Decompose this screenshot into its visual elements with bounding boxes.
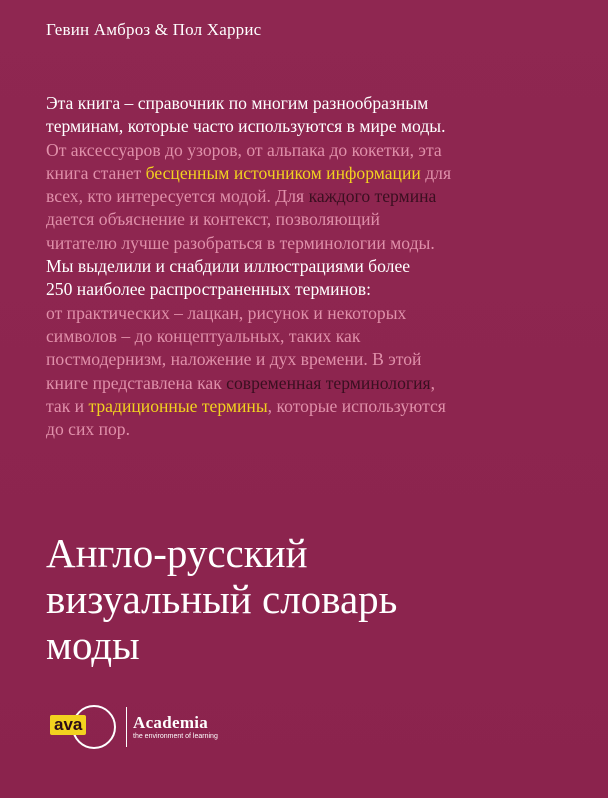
title-line: визуальный словарь — [46, 576, 398, 622]
blurb-line: Эта книга – справочник по многим разнообразным — [46, 93, 429, 113]
blurb-line: постмодернизм, наложение и дух времени. В этой — [46, 349, 422, 370]
blurb-text-segment: так и — [46, 395, 89, 416]
blurb-text-segment: книге представлена как — [46, 372, 227, 393]
blurb-line: до сих пор. — [46, 419, 130, 440]
blurb-line — [46, 372, 586, 395]
ava-logo — [50, 705, 120, 749]
blurb-highlight: бесценным источником информации — [145, 162, 421, 183]
title-line: моды — [46, 622, 140, 668]
book-title — [46, 530, 397, 668]
blurb-line: дается объяснение и контекст, позволяющий — [46, 209, 380, 230]
blurb-text-segment: , которые используются — [267, 395, 446, 416]
blurb-highlight: традиционные термины — [88, 395, 268, 416]
publisher-name: Academia — [133, 712, 209, 732]
blurb-line: терминам, которые часто используются в мире моды. — [46, 116, 446, 137]
blurb-line: читателю лучше разобраться в терминологии моды. — [46, 232, 435, 253]
blurb-line: От аксессуаров до узоров, от альпака до кокетки, эта — [46, 139, 442, 160]
publisher-tagline: the environment of learning — [133, 732, 218, 740]
publisher-divider — [126, 707, 127, 747]
authors: Гевин Амброз & Пол Харрис — [46, 20, 262, 39]
blurb-text-segment: всех, кто интересуется модой. Для — [46, 186, 309, 207]
blurb-dark-highlight: каждого термина — [308, 186, 437, 207]
blurb-text — [46, 92, 586, 441]
blurb-text-segment: , — [430, 372, 436, 393]
blurb-line — [46, 185, 586, 208]
ava-logo-text: ava — [50, 715, 86, 735]
blurb-line — [46, 395, 586, 418]
title-line: Англо-русский — [46, 530, 308, 576]
blurb-line — [46, 162, 586, 185]
academia-wordmark — [133, 714, 218, 741]
blurb-line: Мы выделили и снабдили иллюстрациями более — [46, 256, 411, 277]
blurb-dark-highlight: современная терминология — [226, 372, 431, 393]
blurb-line: 250 наиболее распространенных терминов: — [46, 279, 371, 300]
blurb-line: символов – до концептуальных, таких как — [46, 325, 361, 346]
blurb-line: от практических – лацкан, рисунок и некоторых — [46, 302, 407, 323]
blurb-text-segment: для — [420, 162, 452, 183]
publisher-logo — [50, 704, 218, 750]
blurb-text-segment: книга станет — [46, 162, 146, 183]
